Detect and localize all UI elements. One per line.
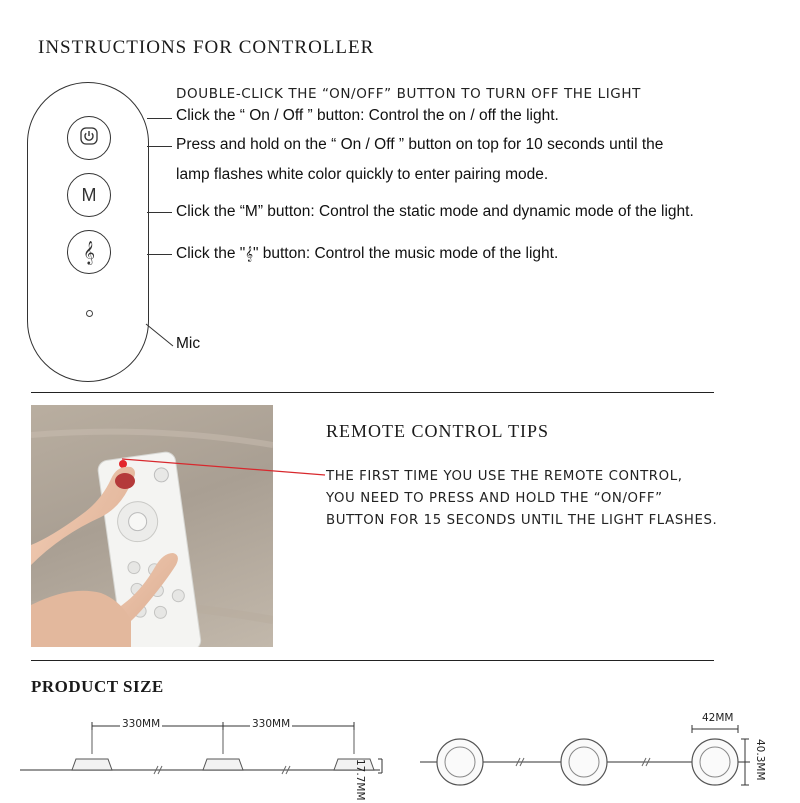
pairing-instruction-line2: lamp flashes white color quickly to enter pairing mode. [176, 166, 549, 183]
power-icon [79, 126, 99, 151]
pointer-line [120, 455, 330, 485]
music-clef-icon: 𝄞 [83, 240, 95, 264]
spacing-label-1: 330MM [122, 718, 161, 730]
product-size-title: PRODUCT SIZE [31, 677, 164, 696]
divider [31, 660, 714, 661]
m-button-label: M [81, 184, 97, 205]
m-button-drawing [67, 173, 111, 217]
leader-line [147, 146, 172, 147]
music-clef-icon: 𝄞 [245, 247, 253, 262]
side-view-diagram [20, 712, 400, 792]
music-button-drawing [67, 230, 111, 274]
on-off-button-drawing [67, 116, 111, 160]
mic-label: Mic [176, 335, 201, 352]
pairing-instruction-line1: Press and hold on the “ On / Off ” button on top for 10 seconds until the [176, 136, 664, 153]
mic-hole [86, 310, 93, 317]
onoff-instruction: Click the “ On / Off ” button: Control the on / off the light. [176, 107, 559, 124]
divider [31, 392, 714, 393]
tips-line2: YOU NEED TO PRESS AND HOLD THE “ON/OFF” [326, 491, 663, 506]
top-view-diagram [420, 712, 760, 792]
spacing-label-2: 330MM [252, 718, 291, 730]
depth-label: 40.3MM [754, 739, 766, 781]
tips-line1: THE FIRST TIME YOU USE THE REMOTE CONTROL, [326, 469, 683, 484]
remote-illustration [27, 82, 149, 382]
width-label: 42MM [702, 712, 734, 724]
music-instruction-suffix: " button: Control the music mode of the light. [252, 245, 559, 262]
page-title: INSTRUCTIONS FOR CONTROLLER [38, 37, 375, 58]
music-instruction [176, 245, 558, 263]
leader-line [147, 212, 172, 213]
music-instruction-prefix: Click the " [176, 245, 246, 262]
leader-line [147, 254, 172, 255]
mic-leader-line [140, 320, 180, 350]
tips-line3: BUTTON FOR 15 SECONDS UNTIL THE LIGHT FLASHES. [326, 513, 718, 528]
tips-title: REMOTE CONTROL TIPS [326, 421, 550, 441]
leader-line [147, 118, 172, 119]
double-click-instruction: DOUBLE-CLICK THE “ON/OFF” BUTTON TO TURN OFF THE LIGHT [176, 86, 641, 102]
m-button-instruction: Click the “M” button: Control the static mode and dynamic mode of the light. [176, 203, 694, 220]
height-label: 17.7MM [354, 759, 366, 801]
remote-photo [31, 405, 273, 647]
